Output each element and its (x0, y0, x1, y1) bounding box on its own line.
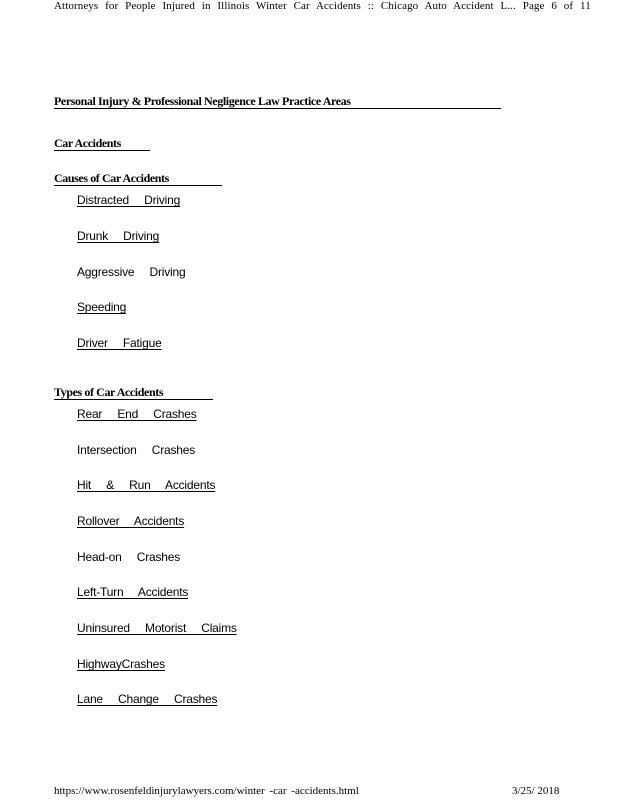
page-header: Attorneys for People Injured in Illinois Winter Car Accidents :: Chicago Auto Accident L... Page 6 of 11 (54, 0, 591, 12)
type-link-uninsured-motorist-claims[interactable]: Uninsured Motorist Claims (77, 621, 237, 635)
type-link-rollover-accidents[interactable]: Rollover Accidents (77, 514, 185, 528)
types-heading[interactable]: Types of Car Accidents (54, 385, 164, 399)
car-accidents-underline (54, 150, 150, 151)
causes-underline (54, 185, 222, 186)
types-underline (54, 399, 213, 400)
footer-date: 3/25/ 2018 (512, 785, 560, 797)
cause-link-driver-fatigue[interactable]: Driver Fatigue (77, 336, 162, 350)
footer-url: https://www.rosenfeldinjurylawyers.com/winter -car -accidents.html (54, 785, 359, 797)
cause-link-distracted-driving[interactable]: Distracted Driving (77, 193, 181, 207)
cause-link-speeding[interactable]: Speeding (77, 300, 127, 314)
type-link-hit-and-run-accidents[interactable]: Hit & Run Accidents (77, 478, 216, 492)
cause-aggressive-driving: Aggressive Driving (77, 265, 186, 279)
causes-heading[interactable]: Causes of Car Accidents (54, 171, 169, 185)
practice-areas-heading: Personal Injury & Professional Negligence Law Practice Areas (54, 94, 351, 108)
practice-areas-underline (54, 108, 501, 109)
type-intersection-crashes: Intersection Crashes (77, 443, 196, 457)
cause-link-drunk-driving[interactable]: Drunk Driving (77, 229, 160, 243)
type-link-left-turn-accidents[interactable]: Left-Turn Accidents (77, 585, 189, 599)
car-accidents-heading[interactable]: Car Accidents (54, 136, 121, 150)
type-link-highway-crashes[interactable]: HighwayCrashes (77, 657, 165, 671)
type-link-rear-end-crashes[interactable]: Rear End Crashes (77, 407, 197, 421)
type-head-on-crashes: Head-on Crashes (77, 550, 181, 564)
type-link-lane-change-crashes[interactable]: Lane Change Crashes (77, 692, 218, 706)
